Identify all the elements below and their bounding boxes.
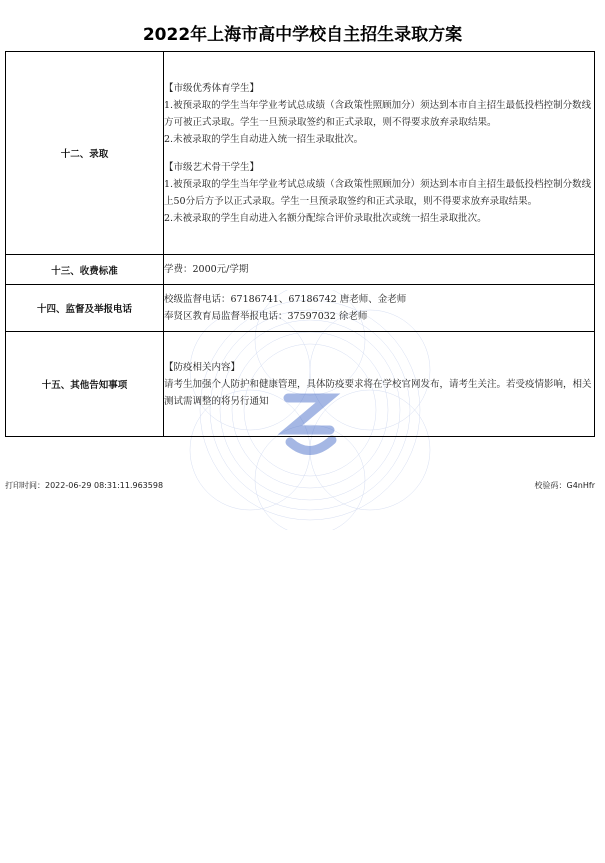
content-line: 奉贤区教育局监督举报电话：37597032 徐老师 (164, 311, 368, 322)
section-heading: 【防疫相关内容】 (164, 361, 241, 373)
row-label-admission: 十二、录取 (6, 52, 164, 255)
content-line: 学费：2000元/学期 (164, 264, 249, 275)
content-line: 2.未被录取的学生自动进入统一招生录取批次。 (164, 133, 364, 145)
table-row (6, 285, 595, 332)
content-line: 校级监督电话：67186741、67186742 唐老师、金老师 (164, 294, 407, 305)
row-content-fees (164, 255, 595, 285)
admission-table (5, 51, 595, 437)
content-line: 请考生加强个人防护和健康管理，具体防疫要求将在学校官网发布，请考生关注。若受疫情影响，相关测试需调整的将另行通知 (164, 378, 592, 407)
row-content-supervision (164, 285, 595, 332)
content-line: 1.被预录取的学生当年学业考试总成绩（含政策性照顾加分）须达到本市自主招生最低投档控制分数线方可被正式录取。学生一旦预录取签约和正式录取，则不得要求放弃录取结果。 (164, 99, 592, 128)
content-line: 2.未被录取的学生自动进入名额分配综合评价录取批次或统一招生录取批次。 (164, 212, 487, 224)
section-heading: 【市级优秀体育学生】 (164, 82, 260, 94)
row-label-other: 十五、其他告知事项 (6, 332, 164, 437)
table-row (6, 255, 595, 285)
check-code: 校验码：G4nHfr (534, 481, 595, 490)
table-row (6, 52, 595, 255)
page-title: 2022年上海市高中学校自主招生录取方案 (142, 25, 463, 45)
row-content-other (164, 332, 595, 437)
row-content-admission (164, 52, 595, 255)
section-heading: 【市级艺术骨干学生】 (164, 161, 260, 173)
row-label-supervision: 十四、监督及举报电话 (6, 285, 164, 332)
content-line: 1.被预录取的学生当年学业考试总成绩（含政策性照顾加分）须达到本市自主招生最低投档控制分数线上50分后方予以正式录取。学生一旦预录取签约和正式录取，则不得要求放弃录取结果。 (164, 178, 592, 207)
table-row (6, 332, 595, 437)
row-label-fees: 十三、收费标准 (6, 255, 164, 285)
print-time: 打印时间：2022-06-29 08:31:11.963598 (5, 481, 164, 490)
